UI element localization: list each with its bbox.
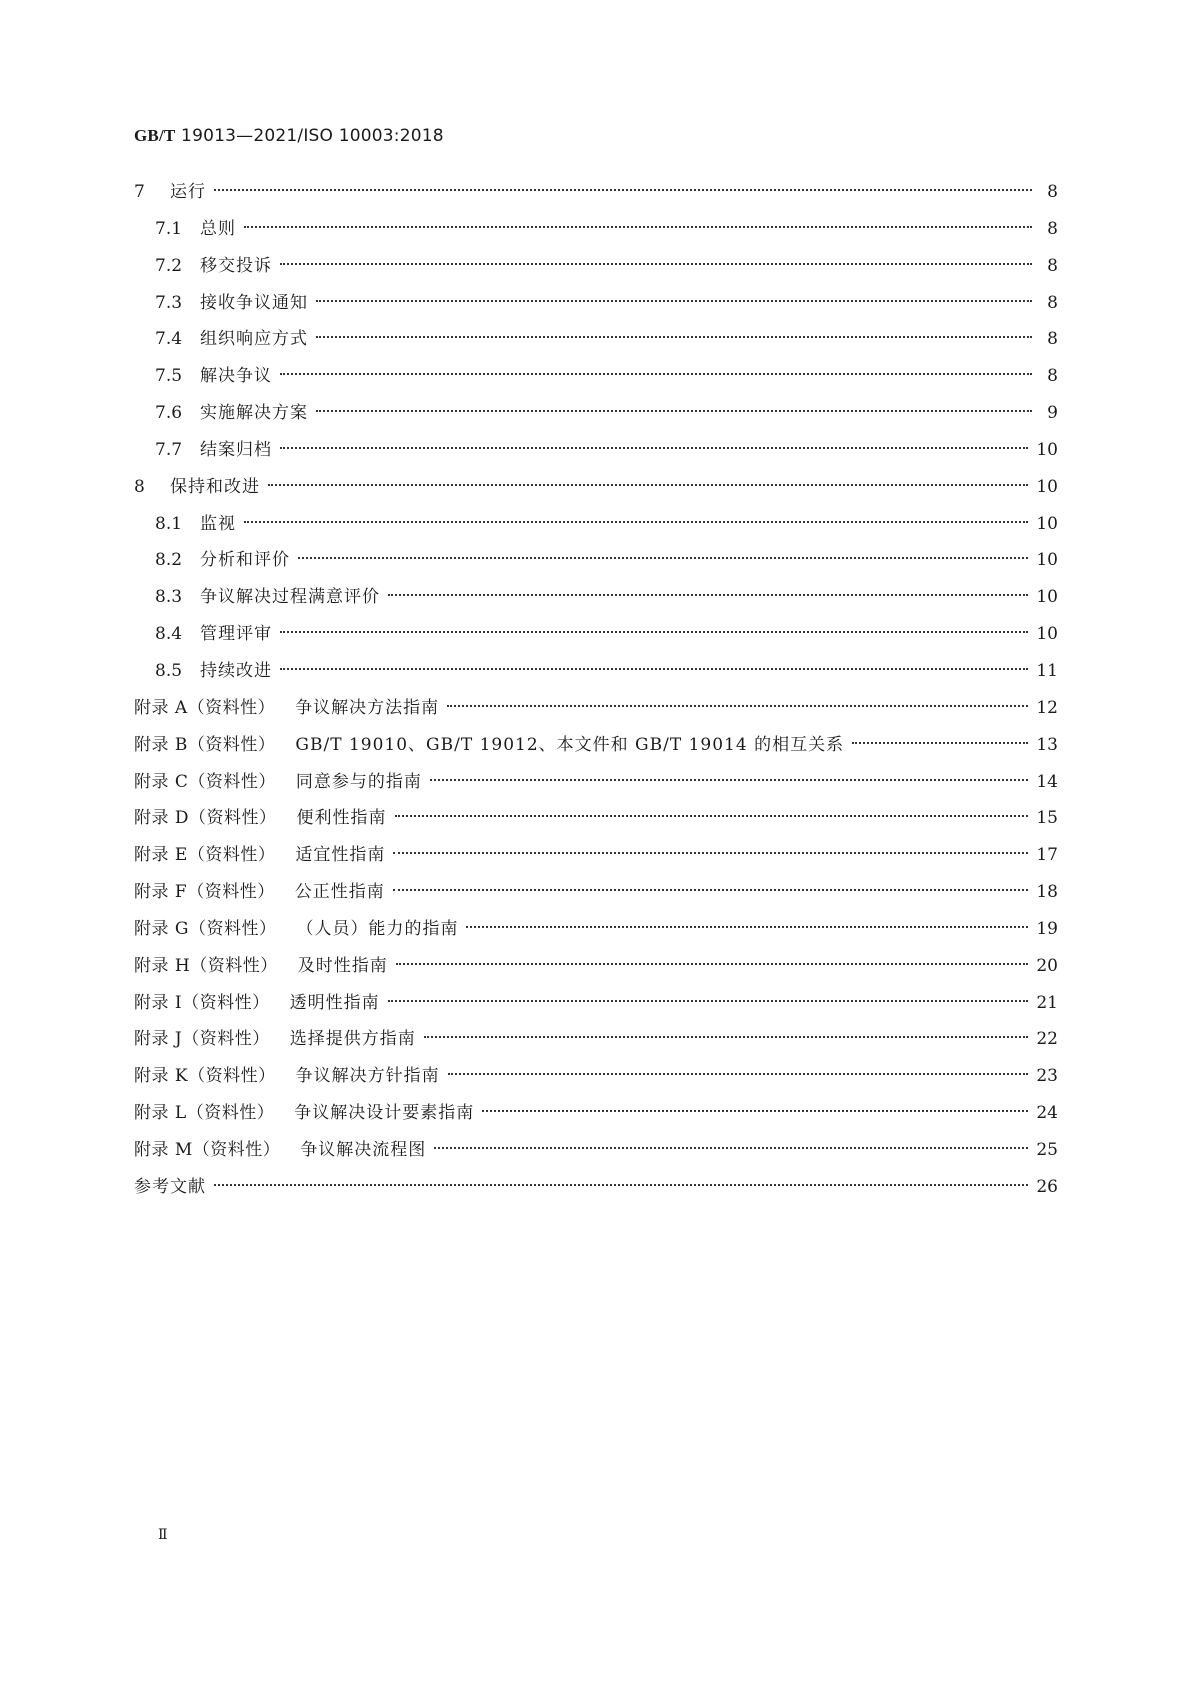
dot-leader (214, 1184, 1028, 1186)
toc-entry-title: 接收争议通知 (200, 292, 308, 313)
toc-page-number: 10 (1036, 439, 1058, 460)
toc-entry-number: 7.6 (155, 403, 183, 424)
toc-entry-title: 透明性指南 (289, 992, 380, 1013)
toc-page-number: 13 (1036, 734, 1058, 755)
toc-entry-title: 便利性指南 (296, 808, 387, 829)
toc-entry-title: 适宜性指南 (295, 845, 386, 866)
dot-leader (424, 1036, 1029, 1038)
toc-entry-title: 参考文献 (134, 1176, 206, 1197)
toc-entry-title: 持续改进 (200, 660, 272, 681)
dot-leader (316, 410, 1032, 412)
toc-entry-number: 7 (134, 182, 145, 202)
toc-page-number: 21 (1036, 992, 1058, 1013)
toc-annex-label: 附录 M（资料性） (134, 1139, 281, 1160)
toc-annex-label: 附录 L（资料性） (134, 1103, 275, 1124)
toc-entry[interactable] (134, 579, 1058, 616)
toc-entry[interactable] (134, 1169, 1058, 1206)
dot-leader (388, 594, 1028, 596)
toc-entry-title: 保持和改进 (170, 476, 260, 497)
toc-entry-title: 选择提供方指南 (289, 1029, 416, 1050)
toc-entry[interactable] (134, 395, 1058, 432)
dot-leader (280, 373, 1032, 375)
toc-entry[interactable] (134, 248, 1058, 285)
toc-annex-label: 附录 A（资料性） (134, 697, 276, 718)
toc-entry-title: 争议解决流程图 (300, 1139, 427, 1160)
toc-page-number: 12 (1036, 697, 1058, 718)
toc-entry-number: 7.4 (155, 329, 183, 350)
toc-entry[interactable] (134, 321, 1058, 358)
toc-entry[interactable] (134, 764, 1058, 801)
toc-entry[interactable] (134, 285, 1058, 322)
toc-entry-number: 7.7 (155, 439, 183, 460)
toc-annex-label: 附录 C（资料性） (134, 771, 276, 792)
toc-entry-title: 结案归档 (200, 439, 272, 460)
toc-entry[interactable] (134, 358, 1058, 395)
dot-leader (430, 779, 1028, 781)
dot-leader (393, 852, 1028, 854)
dot-leader (244, 226, 1032, 228)
toc-entry-number: 7.2 (155, 255, 183, 276)
toc-entry-number: 8.2 (155, 550, 183, 571)
toc-page-number: 8 (1047, 182, 1058, 202)
toc-entry-number: 7.3 (155, 292, 183, 313)
toc-entry[interactable] (134, 690, 1058, 727)
toc-annex-label: 附录 K（资料性） (134, 1066, 276, 1087)
toc-page-number: 8 (1047, 218, 1058, 239)
toc-annex-label: 附录 H（资料性） (134, 955, 278, 976)
toc-entry-number: 8.4 (155, 624, 183, 645)
toc-entry[interactable] (134, 616, 1058, 653)
dot-leader (316, 300, 1032, 302)
toc-annex-label: 附录 F（资料性） (134, 882, 275, 903)
toc-entry-number: 8.3 (155, 587, 183, 608)
dot-leader (396, 963, 1029, 965)
toc-annex-label: 附录 G（资料性） (134, 918, 277, 939)
toc-entry[interactable] (134, 1058, 1058, 1095)
toc-page-number: 8 (1047, 255, 1058, 276)
toc-page-number: 23 (1036, 1066, 1058, 1087)
standard-number: 19013—2021/ISO 10003:2018 (181, 126, 444, 146)
toc-entry-title: 争议解决方法指南 (295, 697, 440, 718)
toc-annex-label: 附录 I（资料性） (134, 992, 270, 1013)
toc-page-number: 26 (1036, 1176, 1058, 1197)
toc-page-number: 9 (1047, 403, 1058, 424)
toc-entry-title: 组织响应方式 (200, 329, 308, 350)
dot-leader (447, 705, 1028, 707)
toc-entry[interactable] (134, 1021, 1058, 1058)
toc-entry-title: （人员）能力的指南 (296, 918, 459, 939)
dot-leader (393, 889, 1029, 891)
toc-entry[interactable] (134, 837, 1058, 874)
dot-leader (298, 557, 1028, 559)
toc-entry[interactable] (134, 985, 1058, 1022)
dot-leader (395, 815, 1029, 817)
toc-entry-number: 8.5 (155, 660, 183, 681)
dot-leader (268, 484, 1028, 486)
toc-annex-label: 附录 D（资料性） (134, 808, 277, 829)
dot-leader (466, 926, 1028, 928)
toc-page-number: 25 (1036, 1139, 1058, 1160)
dot-leader (280, 668, 1028, 670)
toc-entry-number: 7.1 (155, 218, 183, 239)
toc-entry-title: 实施解决方案 (200, 403, 308, 424)
toc-entry-title: 解决争议 (200, 366, 272, 387)
toc-page-number: 14 (1036, 771, 1058, 792)
toc-entry-title: 争议解决方针指南 (295, 1066, 440, 1087)
dot-leader (852, 742, 1028, 744)
toc-page-number: 24 (1036, 1103, 1058, 1124)
toc-page-number: 17 (1036, 845, 1058, 866)
toc-page-number: 8 (1047, 366, 1058, 387)
dot-leader (244, 521, 1028, 523)
toc-entry[interactable] (134, 948, 1058, 985)
toc-entry-title: 争议解决过程满意评价 (200, 587, 380, 608)
toc-page-number: 8 (1047, 292, 1058, 313)
toc-page-number: 10 (1036, 550, 1058, 571)
toc-entry[interactable] (134, 911, 1058, 948)
toc-entry[interactable] (134, 542, 1058, 579)
toc-page-number: 20 (1036, 955, 1058, 976)
toc-page-number: 22 (1036, 1029, 1058, 1050)
toc-page-number: 10 (1036, 476, 1058, 497)
toc-entry-number: 8 (134, 476, 145, 497)
dot-leader (316, 336, 1032, 338)
toc-entry-number: 7.5 (155, 366, 183, 387)
dot-leader (482, 1110, 1028, 1112)
page-number-footer: Ⅱ (158, 1527, 168, 1543)
toc-entry[interactable] (134, 432, 1058, 469)
toc-page-number: 8 (1047, 329, 1058, 350)
toc-page-number: 10 (1036, 587, 1058, 608)
toc-entry[interactable] (134, 1095, 1058, 1132)
toc-entry-title: 管理评审 (200, 624, 272, 645)
toc-page-number: 19 (1036, 918, 1058, 939)
toc-entry-title: 争议解决设计要素指南 (294, 1103, 475, 1124)
toc-entry-title: 同意参与的指南 (295, 771, 422, 792)
toc-page-number: 15 (1036, 808, 1058, 829)
toc-entry[interactable] (134, 1132, 1058, 1169)
standard-code: GB/T (134, 126, 176, 145)
toc-entry[interactable] (134, 174, 1058, 211)
toc-entry-title: 及时性指南 (297, 955, 388, 976)
toc-entry-number: 8.1 (155, 513, 183, 534)
table-of-contents (134, 174, 1058, 1206)
toc-entry[interactable] (134, 874, 1058, 911)
document-header (134, 126, 444, 146)
dot-leader (388, 1000, 1029, 1002)
toc-entry[interactable] (134, 211, 1058, 248)
toc-entry[interactable] (134, 653, 1058, 690)
toc-page-number: 10 (1036, 624, 1058, 645)
dot-leader (448, 1073, 1029, 1075)
toc-entry[interactable] (134, 469, 1058, 506)
toc-page-number: 10 (1036, 513, 1058, 534)
dot-leader (214, 189, 1032, 191)
toc-entry-title: 移交投诉 (200, 255, 272, 276)
toc-page-number: 11 (1036, 660, 1058, 681)
toc-entry[interactable] (134, 800, 1058, 837)
toc-entry-title: 监视 (200, 513, 236, 534)
dot-leader (434, 1147, 1028, 1149)
toc-annex-label: 附录 B（资料性） (134, 734, 276, 755)
toc-page-number: 18 (1036, 882, 1058, 903)
toc-annex-label: 附录 E（资料性） (134, 845, 276, 866)
toc-entry-title: 运行 (170, 182, 206, 202)
toc-entry-title: 总则 (200, 218, 236, 239)
toc-annex-label: 附录 J（资料性） (134, 1029, 270, 1050)
toc-entry[interactable] (134, 727, 1058, 764)
toc-entry-title: GB/T 19010、GB/T 19012、本文件和 GB/T 19014 的相互关系 (295, 734, 845, 755)
toc-entry-title: 分析和评价 (200, 550, 290, 571)
dot-leader (280, 447, 1028, 449)
dot-leader (280, 631, 1028, 633)
toc-entry-title: 公正性指南 (294, 882, 385, 903)
toc-entry[interactable] (134, 506, 1058, 543)
dot-leader (280, 263, 1032, 265)
